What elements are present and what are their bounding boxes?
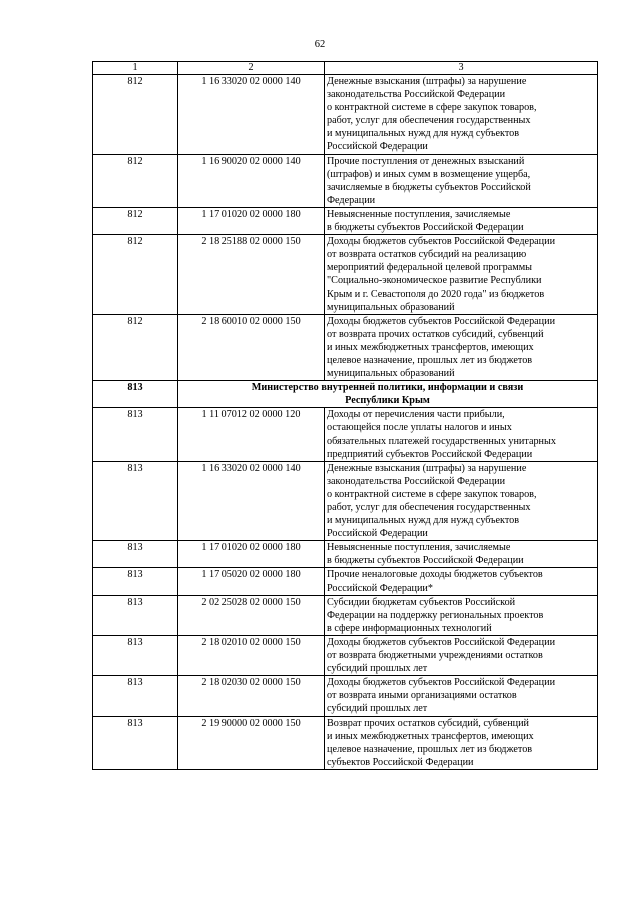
admin-code-cell: 812 [93,154,178,207]
admin-code-cell: 813 [93,635,178,675]
table-row [93,235,598,315]
budget-revenue-table [92,61,598,770]
revenue-code-cell: 1 16 90020 02 0000 140 [178,154,325,207]
admin-code-cell: 813 [93,595,178,635]
revenue-description-cell: Невыясненные поступления, зачисляемые в бюджеты субъектов Российской Федерации [325,541,598,568]
table-row [93,207,598,234]
admin-code-cell: 812 [93,75,178,155]
revenue-description-cell: Прочие поступления от денежных взысканий (штрафов) и иных сумм в возмещение ущерба, зачисляемые в бюджеты субъектов Российской Федерации [325,154,598,207]
table-row [93,461,598,541]
revenue-description-cell: Возврат прочих остатков субсидий, субвенций и иных межбюджетных трансфертов, имеющих целевое назначение, прошлых лет из бюджетов субъектов Российской Федерации [325,716,598,769]
revenue-description-cell: Денежные взыскания (штрафы) за нарушение законодательства Российской Федерации о контрактной системе в сфере закупок товаров, работ, услуг для обеспечения государственных и муниципальных нужд для нужд субъектов Российской Федерации [325,75,598,155]
revenue-code-cell: 2 18 02010 02 0000 150 [178,635,325,675]
table-row [93,595,598,635]
revenue-code-cell: 1 16 33020 02 0000 140 [178,461,325,541]
revenue-code-cell: 1 17 05020 02 0000 180 [178,568,325,595]
section-title: Министерство внутренней политики, информации и связи Республики Крым [178,381,598,408]
table-row [93,75,598,155]
revenue-description-cell: Доходы бюджетов субъектов Российской Федерации от возврата иными организациями остатков субсидий прошлых лет [325,676,598,716]
revenue-description-cell: Прочие неналоговые доходы бюджетов субъектов Российской Федерации* [325,568,598,595]
table-row [93,154,598,207]
revenue-description-cell: Невыясненные поступления, зачисляемые в бюджеты субъектов Российской Федерации [325,207,598,234]
revenue-code-cell: 1 17 01020 02 0000 180 [178,541,325,568]
table-row [93,314,598,380]
admin-code-cell: 813 [93,461,178,541]
admin-code-cell: 813 [93,541,178,568]
revenue-code-cell: 2 02 25028 02 0000 150 [178,595,325,635]
revenue-code-cell: 1 17 01020 02 0000 180 [178,207,325,234]
revenue-code-cell: 2 18 25188 02 0000 150 [178,235,325,315]
revenue-code-cell: 2 18 02030 02 0000 150 [178,676,325,716]
table-header-row [93,62,598,75]
admin-code-cell: 812 [93,235,178,315]
revenue-code-cell: 1 11 07012 02 0000 120 [178,408,325,461]
table-row [93,568,598,595]
table-row [93,408,598,461]
column-header-description: 3 [325,62,598,75]
revenue-code-cell: 1 16 33020 02 0000 140 [178,75,325,155]
table-row [93,635,598,675]
admin-code-cell: 813 [93,408,178,461]
revenue-code-cell: 2 19 90000 02 0000 150 [178,716,325,769]
table-row [93,541,598,568]
admin-code-cell: 813 [93,381,178,408]
section-header-row [93,381,598,408]
admin-code-cell: 812 [93,207,178,234]
table-row [93,676,598,716]
revenue-description-cell: Денежные взыскания (штрафы) за нарушение законодательства Российской Федерации о контрактной системе в сфере закупок товаров, работ, услуг для обеспечения государственных и муниципальных нужд для нужд субъектов Российской Федерации [325,461,598,541]
revenue-description-cell: Доходы бюджетов субъектов Российской Федерации от возврата остатков субсидий на реализацию мероприятий федеральной целевой программы "Социально-экономическое развитие Республики Крым и г. Севастополя до 2020 года" из бюджетов муниципальных образований [325,235,598,315]
admin-code-cell: 813 [93,716,178,769]
revenue-description-cell: Доходы бюджетов субъектов Российской Федерации от возврата бюджетными учреждениями остатков субсидий прошлых лет [325,635,598,675]
column-header-code: 2 [178,62,325,75]
revenue-description-cell: Доходы бюджетов субъектов Российской Федерации от возврата прочих остатков субсидий, субвенций и иных межбюджетных трансфертов, имеющих целевое назначение, прошлых лет из бюджетов муниципальных образований [325,314,598,380]
table-row [93,716,598,769]
admin-code-cell: 812 [93,314,178,380]
revenue-code-cell: 2 18 60010 02 0000 150 [178,314,325,380]
revenue-description-cell: Доходы от перечисления части прибыли, остающейся после уплаты налогов и иных обязательных платежей государственных унитарных предприятий субъектов Российской Федерации [325,408,598,461]
revenue-description-cell: Субсидии бюджетам субъектов Российской Федерации на поддержку региональных проектов в сфере информационных технологий [325,595,598,635]
page-number: 62 [314,39,326,50]
column-header-admin: 1 [93,62,178,75]
admin-code-cell: 813 [93,676,178,716]
admin-code-cell: 813 [93,568,178,595]
